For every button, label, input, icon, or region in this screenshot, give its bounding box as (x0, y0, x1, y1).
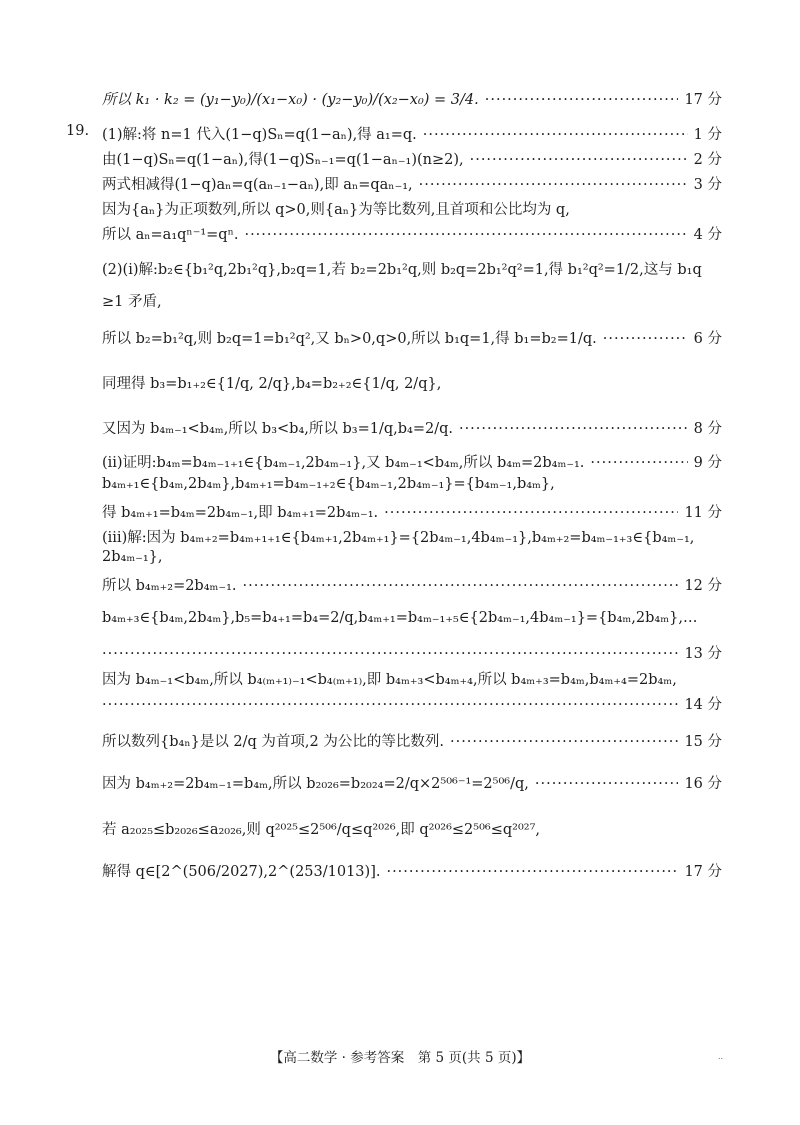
score-label: 6 分 (693, 331, 722, 347)
solution-text: 所以 aₙ=a₁qⁿ⁻¹=qⁿ. (102, 227, 239, 243)
solution-line (102, 549, 722, 565)
leader-dots (386, 864, 678, 880)
score-label: 2 分 (693, 152, 722, 168)
solution-text: 所以数列{b₄ₙ}是以 2/q 为首项,2 为公比的等比数列. (102, 734, 444, 750)
leader-dots (603, 331, 688, 347)
solution-line (102, 173, 722, 194)
corner-mark: .. (718, 1052, 724, 1061)
solution-line (102, 327, 722, 348)
solution-text: (ⅱ)证明:b₄ₘ=b₄ₘ₋₁₊₁∈{b₄ₘ₋₁,2b₄ₘ₋₁},又 b₄ₘ₋₁<b₄ₘ,所以 b₄ₘ=2b₄ₘ₋₁. (102, 455, 585, 471)
solution-line (102, 223, 722, 244)
solution-line (102, 476, 722, 492)
solution-line (102, 198, 722, 219)
solution-line (102, 772, 722, 793)
solution-text: ≥1 矛盾, (102, 294, 162, 310)
solution-text: 因为 b₄ₘ₋₁<b₄ₘ,所以 b₄₍ₘ₊₁₎₋₁<b₄₍ₘ₊₁₎,即 b₄ₘ₊₃<b₄ₘ₊₄,所以 b₄ₘ₊₃=b₄ₘ,b₄ₘ₊₄=2b₄ₘ, (102, 672, 677, 688)
solution-line (102, 372, 722, 393)
leader-dots (243, 578, 679, 594)
score-label: 8 分 (693, 421, 722, 437)
score-label: 11 分 (684, 505, 722, 521)
solution-line (102, 730, 722, 751)
solution-line (102, 610, 722, 626)
solution-line (102, 818, 722, 839)
solution-text: 得 b₄ₘ₊₁=b₄ₘ=2b₄ₘ₋₁,即 b₄ₘ₊₁=2b₄ₘ₋₁. (102, 505, 379, 521)
solution-line (102, 668, 722, 689)
leader-dots (423, 127, 688, 143)
leader-dots (459, 421, 688, 437)
page-footer: 【高二数学 · 参考答案 第 5 页(共 5 页)】 (269, 1050, 531, 1066)
solution-line (102, 123, 722, 144)
leader-dots (102, 697, 678, 713)
solution-text: 所以 b₂=b₁²q,则 b₂q=1=b₁²q²,又 bₙ>0,q>0,所以 b₁q=1,得 b₁=b₂=1/q. (102, 331, 597, 347)
solution-text: b₄ₘ₊₃∈{b₄ₘ,2b₄ₘ},b₅=b₄₊₁=b₄=2/q,b₄ₘ₊₁=b₄ₘ₋₁₊₅∈{2b₄ₘ₋₁,4b₄ₘ₋₁}={b₄ₘ,2b₄ₘ},… (102, 610, 698, 626)
leader-dots (384, 505, 678, 521)
solution-text: (ⅲ)解:因为 b₄ₘ₊₂=b₄ₘ₊₁₊₁∈{b₄ₘ₊₁,2b₄ₘ₊₁}={2b₄ₘ₋₁,4b₄ₘ₋₁},b₄ₘ₊₂=b₄ₘ₋₁₊₃∈{b₄ₘ₋₁, (102, 530, 695, 546)
score-label: 1 分 (693, 127, 722, 143)
solution-text: 又因为 b₄ₘ₋₁<b₄ₘ,所以 b₃<b₄,所以 b₃=1/q,b₄=2/q. (102, 421, 453, 437)
solution-line (102, 574, 722, 595)
solution-text: 2b₄ₘ₋₁}, (102, 549, 163, 565)
solution-text: 解得 q∈[2^(506/2027),2^(253/1013)]. (102, 864, 381, 880)
leader-dots (244, 227, 687, 243)
solution-line (102, 258, 722, 279)
score-label: 15 分 (684, 734, 722, 750)
solution-text: 由(1−q)Sₙ=q(1−aₙ),得(1−q)Sₙ₋₁=q(1−aₙ₋₁)(n≥2), (102, 152, 464, 168)
score-label: 16 分 (684, 776, 722, 792)
leader-dots (470, 152, 688, 168)
leader-dots (419, 177, 688, 193)
solution-line (102, 290, 722, 311)
problem-number: 19. (66, 123, 90, 139)
solution-text: 所以 k₁ · k₂ = (y₁−y₀)/(x₁−x₀) · (y₂−y₀)/(x₂−x₀) = 3/4. (102, 92, 479, 108)
solution-text: 因为{aₙ}为正项数列,所以 q>0,则{aₙ}为等比数列,且首项和公比均为 q, (102, 202, 570, 218)
solution-text: 两式相减得(1−q)aₙ=q(aₙ₋₁−aₙ),即 aₙ=qaₙ₋₁, (102, 177, 413, 193)
solution-line (102, 148, 722, 169)
solution-text: (2)(ⅰ)解:b₂∈{b₁²q,2b₁²q},b₂q=1,若 b₂=2b₁²q,则 b₂q=2b₁²q²=1,得 b₁²q²=1/2,这与 b₁q (102, 262, 702, 278)
leader-dots (450, 734, 678, 750)
solution-line (102, 451, 722, 472)
solution-line (102, 693, 722, 714)
solution-line (102, 860, 722, 881)
solution-line (102, 88, 722, 109)
solution-text: (1)解:将 n=1 代入(1−q)Sₙ=q(1−aₙ),得 a₁=q. (102, 127, 417, 143)
solution-line (102, 417, 722, 438)
score-label: 12 分 (684, 578, 722, 594)
solution-text: 若 a₂₀₂₅≤b₂₀₂₆≤a₂₀₂₆,则 q²⁰²⁵≤2⁵⁰⁶/q≤q²⁰²⁶,即 q²⁰²⁶≤2⁵⁰⁶≤q²⁰²⁷, (102, 822, 541, 838)
solution-line (102, 642, 722, 663)
score-label: 14 分 (684, 697, 722, 713)
score-label: 4 分 (693, 227, 722, 243)
solution-text: b₄ₘ₊₁∈{b₄ₘ,2b₄ₘ},b₄ₘ₊₁=b₄ₘ₋₁₊₂∈{b₄ₘ₋₁,2b₄ₘ₋₁}={b₄ₘ₋₁,b₄ₘ}, (102, 476, 555, 492)
leader-dots (102, 646, 678, 662)
leader-dots (485, 92, 679, 108)
solution-line (102, 526, 722, 547)
solution-text: 同理得 b₃=b₁₊₂∈{1/q, 2/q},b₄=b₂₊₂∈{1/q, 2/q}, (102, 376, 442, 392)
score-label: 3 分 (693, 177, 722, 193)
score-label: 13 分 (684, 646, 722, 662)
solution-text: 因为 b₄ₘ₊₂=2b₄ₘ₋₁=b₄ₘ,所以 b₂₀₂₆=b₂₀₂₄=2/q×2⁵⁰⁶⁻¹=2⁵⁰⁶/q, (102, 776, 529, 792)
score-label: 17 分 (684, 92, 722, 108)
score-label: 17 分 (684, 864, 722, 880)
score-label: 9 分 (693, 455, 722, 471)
solution-line (102, 501, 722, 522)
solution-text: 所以 b₄ₘ₊₂=2b₄ₘ₋₁. (102, 578, 237, 594)
leader-dots (535, 776, 679, 792)
leader-dots (590, 455, 687, 471)
